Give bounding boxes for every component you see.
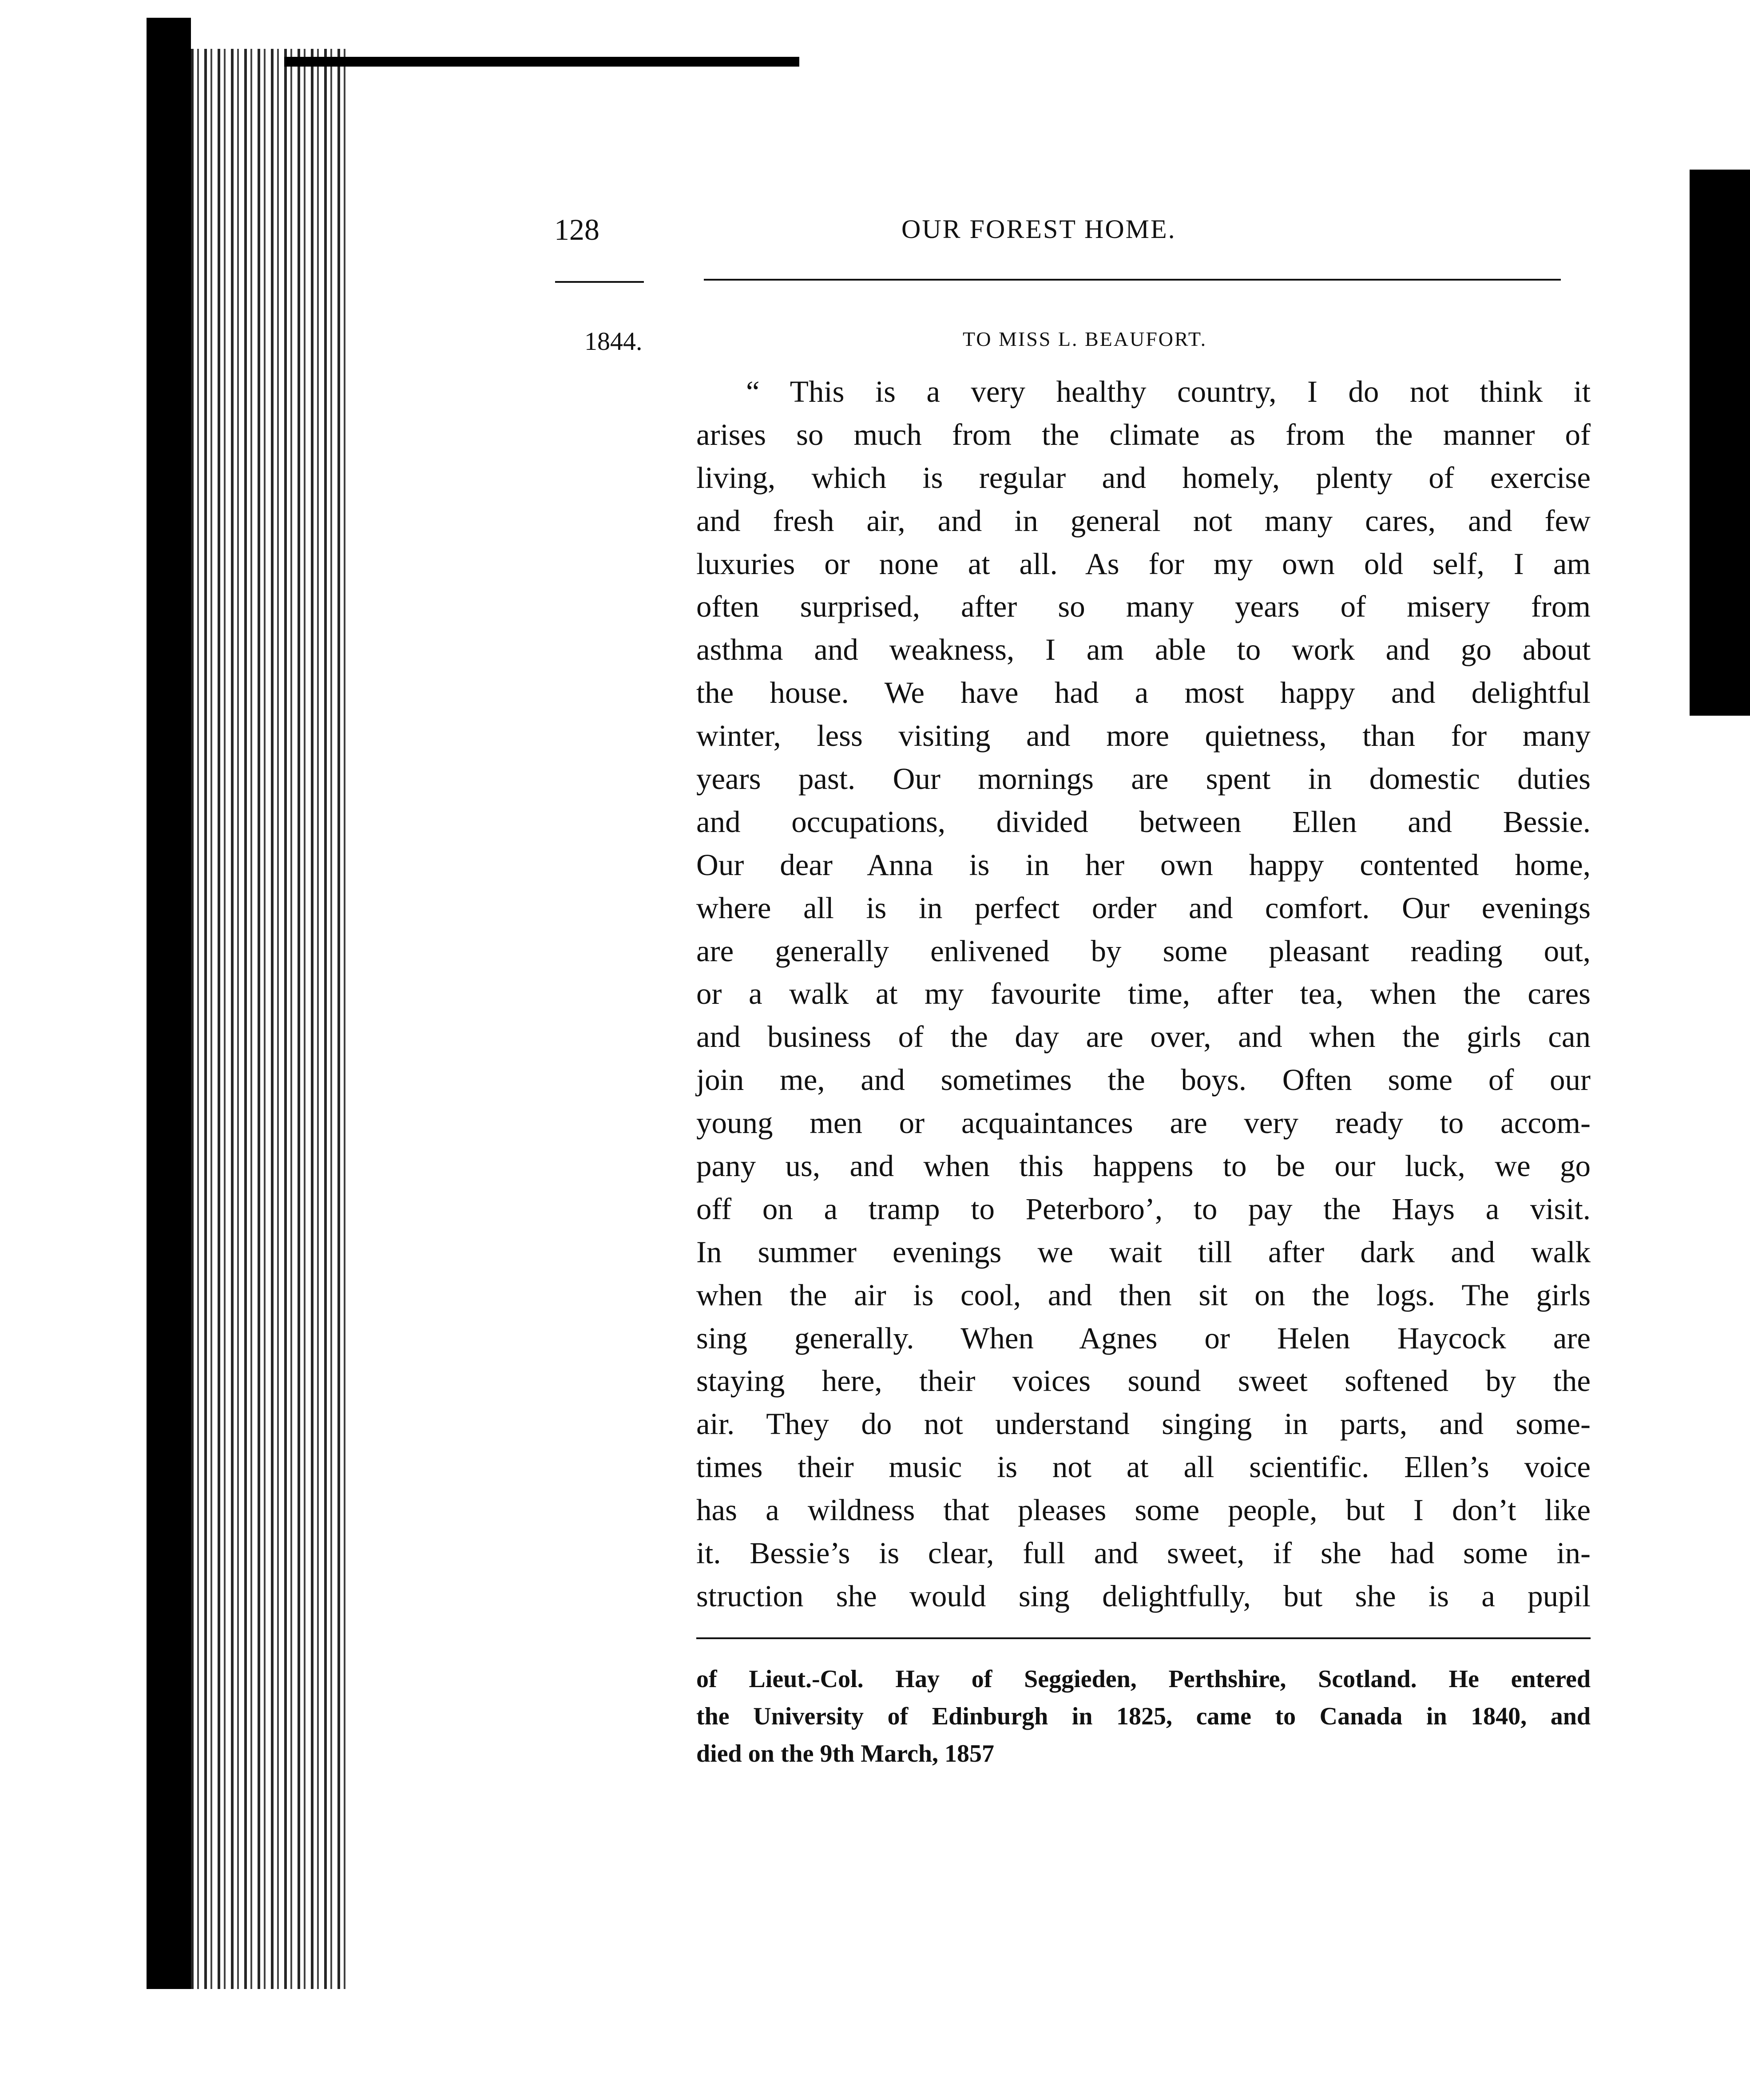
body-line: living, which is regular and homely, plenty of exercise [696, 460, 1591, 495]
body-line: it. Bessie’s is clear, full and sweet, if she had some in- [696, 1536, 1591, 1570]
scan-edge-right [1690, 170, 1750, 716]
scan-edge-top [284, 57, 799, 67]
body-line: air. They do not understand singing in parts, and some- [696, 1407, 1591, 1441]
body-line: the house. We have had a most happy and delightful [696, 676, 1591, 710]
body-line: and fresh air, and in general not many cares, and few [696, 503, 1591, 538]
body-line: luxuries or none at all. As for my own old self, I am [696, 547, 1591, 581]
body-line: and business of the day are over, and when the girls can [696, 1020, 1591, 1054]
body-line: times their music is not at all scientific. Ellen’s voice [696, 1450, 1591, 1484]
footnote-line: of Lieut.-Col. Hay of Seggieden, Perthshire, Scotland. He entered [696, 1665, 1591, 1693]
body-line: off on a tramp to Peterboro’, to pay the Hays a visit. [696, 1192, 1591, 1226]
body-line: or a walk at my favourite time, after tea, when the cares [696, 977, 1591, 1011]
body-line: join me, and sometimes the boys. Often some of our [696, 1063, 1591, 1097]
footnote-rule [696, 1637, 1591, 1639]
body-line: young men or acquaintances are very ready to accom- [696, 1106, 1591, 1140]
body-line: arises so much from the climate as from the manner of [696, 417, 1591, 452]
scan-edge-left [147, 18, 191, 1989]
body-line: struction she would sing delightfully, but she is a pupil [696, 1579, 1591, 1613]
footnote-line: died on the 9th March, 1857 [696, 1740, 994, 1767]
body-line: pany us, and when this happens to be our luck, we go [696, 1149, 1591, 1183]
body-line: In summer evenings we wait till after dark and walk [696, 1235, 1591, 1269]
body-line: sing generally. When Agnes or Helen Haycock are [696, 1321, 1591, 1355]
running-title: OUR FOREST HOME. [901, 214, 1176, 244]
body-line: winter, less visiting and more quietness, than for many [696, 719, 1591, 753]
body-line: years past. Our mornings are spent in domestic duties [696, 762, 1591, 796]
body-line: and occupations, divided between Ellen and Bessie. [696, 804, 1591, 839]
body-line: has a wildness that pleases some people, but I don’t like [696, 1493, 1591, 1527]
letter-year: 1844. [584, 327, 643, 356]
footnote [696, 1660, 1591, 1772]
footnote-line: the University of Edinburgh in 1825, came to Canada in 1840, and [696, 1703, 1591, 1730]
page-number: 128 [554, 213, 599, 246]
body-line: are generally enlivened by some pleasant reading out, [696, 934, 1591, 968]
body-line: when the air is cool, and then sit on the logs. The girls [696, 1278, 1591, 1312]
body-line: “ This is a very healthy country, I do not think it [746, 375, 1591, 408]
body-line: Our dear Anna is in her own happy contented home, [696, 848, 1591, 882]
body-line: staying here, their voices sound sweet softened by the [696, 1364, 1591, 1398]
letter-heading: TO MISS L. BEAUFORT. [963, 328, 1207, 350]
scan-smear-left [191, 49, 351, 1989]
body-line: asthma and weakness, I am able to work and go about [696, 633, 1591, 667]
header-rule-short [555, 281, 644, 283]
letter-body [696, 370, 1591, 1618]
header-rule-long [704, 279, 1561, 281]
body-line: often surprised, after so many years of misery from [696, 590, 1591, 624]
body-line: where all is in perfect order and comfort. Our evenings [696, 891, 1591, 925]
